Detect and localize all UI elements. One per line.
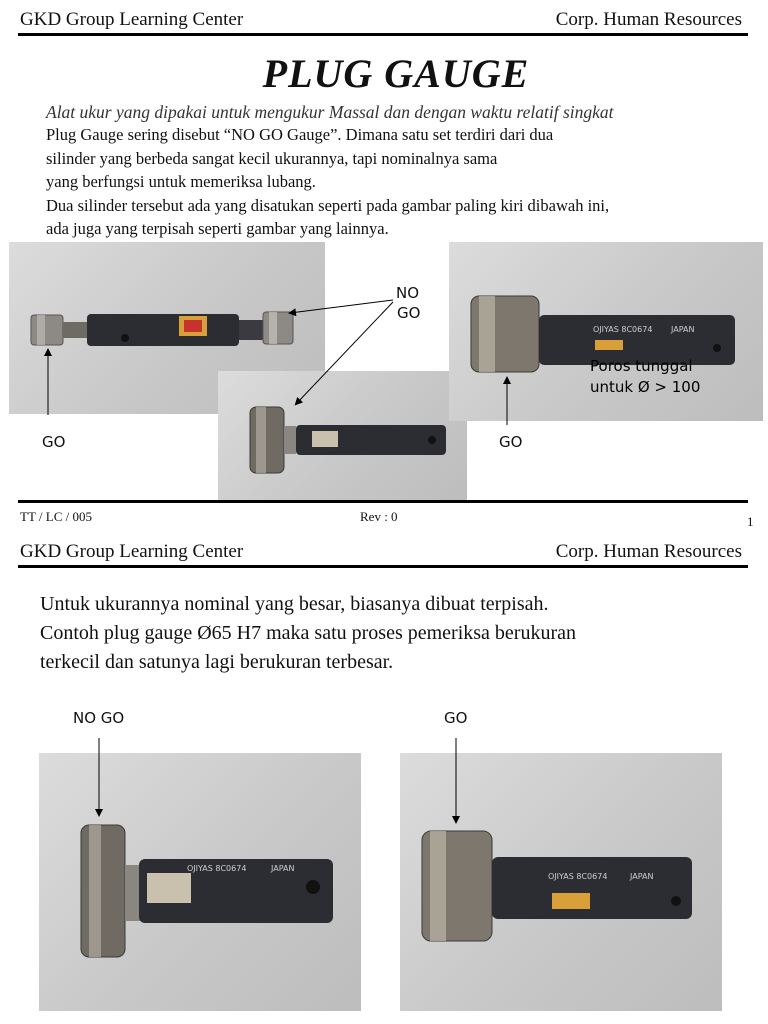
page2-paragraph [40,590,576,677]
label-no-go-page2: NO GO [73,709,125,727]
gauge-engraving-go: OJIYAS 8C0674 [548,872,608,881]
gauge-origin-go: JAPAN [630,872,654,881]
page2-line: terkecil dan satunya lagi berukuran terbesar. [40,651,394,673]
gauge-origin-nogo: JAPAN [271,864,295,873]
page-subtitle: Alat ukur yang dipakai untuk mengukur Massal dan dengan waktu relatif singkat [46,102,614,122]
header-right: Corp. Human Resources [555,9,742,30]
footer-doc-code: TT / LC / 005 [20,509,92,524]
intro-line: Dua silinder tersebut ada yang disatukan seperti pada gambar paling kiri dibawah ini, [46,195,610,215]
callout-arrows-page2 [0,730,768,830]
footer-rev: Rev : 0 [360,509,398,524]
header-left: GKD Group Learning Center [20,9,244,30]
intro-line: yang berfungsi untuk memeriksa lubang. [46,172,316,191]
gauge-engraving: OJIYAS 8C0674 [593,325,653,334]
header-right-page2: Corp. Human Resources [555,541,742,562]
label-go-right: GO [499,433,523,451]
page2-line: Untuk ukurannya nominal yang besar, biasanya dibuat terpisah. [40,593,549,615]
poros-label-line2: untuk Ø > 100 [590,378,701,396]
page2-line: Contoh plug gauge Ø65 H7 maka satu proses pemeriksa berukuran [40,622,576,644]
intro-line: silinder yang berbeda sangat kecil ukurannya, tapi nominalnya sama [46,148,498,168]
label-no-go: GO [397,304,421,322]
gauge-origin: JAPAN [671,325,695,334]
header-left-page2: GKD Group Learning Center [20,541,244,562]
intro-line: Plug Gauge sering disebut “NO GO Gauge”. Dimana satu set terdiri dari dua [46,125,554,144]
label-go-left: GO [42,433,66,451]
intro-line: ada juga yang terpisah seperti gambar yang lainnya. [46,219,389,238]
header-rule-page2 [18,565,748,568]
page-title: PLUG GAUGE [262,51,530,96]
gauge-engraving-nogo: OJIYAS 8C0674 [187,864,247,873]
poros-label-line1: Poros tunggal [590,357,693,375]
footer-rule [18,500,748,503]
label-no: NO [396,284,420,302]
footer-page-number: 1 [747,514,754,529]
label-go-page2: GO [444,709,468,727]
